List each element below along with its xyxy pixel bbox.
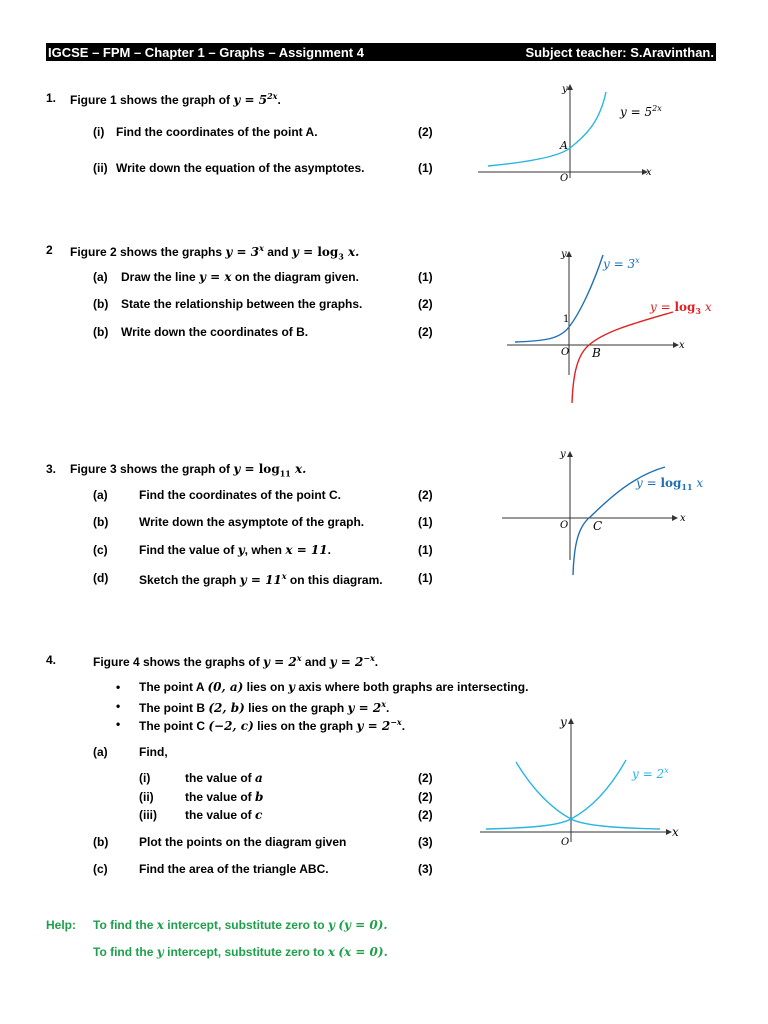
fig2-y-label: y <box>561 249 567 260</box>
q4-part-b-marks: (3) <box>418 835 433 849</box>
fig1-y-arrow <box>567 84 573 90</box>
header-teacher: Subject teacher: S.Aravinthan. <box>525 44 714 60</box>
fig1-y-label: y <box>562 84 568 95</box>
q4-subpart-iii-label: (iii) <box>139 808 157 822</box>
q4-subpart-i-label: (i) <box>139 771 151 785</box>
q2-part-b2-text: Write down the coordinates of B. <box>121 325 309 339</box>
fig2-one-label: 1 <box>563 314 570 325</box>
fig1-origin-label: O <box>560 173 569 184</box>
fig2-x-label: x <box>679 340 685 351</box>
q4-intro: Figure 4 shows the graphs of $y = 2^x$ and $y = 2^{-x}$. <box>93 653 379 669</box>
q4-part-b-label: (b) <box>93 835 109 849</box>
q4-bullet-b: • The point B (2, b) lies on the graph $y = 2^x$. <box>139 699 389 715</box>
q3-part-d-text: Sketch the graph $y = 11^x$ on this diagram. <box>139 571 383 587</box>
fig2-point-b: B <box>592 346 601 360</box>
q2-part-a-marks: (1) <box>418 270 433 284</box>
q2-part-b-label: (b) <box>93 297 109 311</box>
q4-bullet-c: • The point C (−2, c) lies on the graph $y = 2^{-x}$. <box>139 717 405 733</box>
q4-part-a-text: Find, <box>139 745 168 759</box>
q3-part-a-marks: (2) <box>418 488 433 502</box>
q1-part-i-label: (i) <box>93 125 105 139</box>
figure-2 <box>505 245 735 410</box>
q3-part-d-label: (d) <box>93 571 109 585</box>
fig4-curve-label: $y = 2^x$ <box>632 766 669 781</box>
fig4-origin-label: O <box>561 837 570 848</box>
fig2-curve-log <box>572 312 673 403</box>
fig4-y-arrow <box>568 718 574 724</box>
fig3-point-c: C <box>593 519 603 533</box>
q3-part-a-label: (a) <box>93 488 108 502</box>
fig3-x-arrow <box>672 515 678 521</box>
q3-part-a-text: Find the coordinates of the point C. <box>139 488 341 502</box>
q4-subpart-ii-label: (ii) <box>139 790 154 804</box>
q1-part-ii-text: Write down the equation of the asymptotes. <box>116 161 365 175</box>
q1-number: 1. <box>46 91 57 105</box>
q4-part-b-text: Plot the points on the diagram given <box>139 835 347 849</box>
fig2-curve-log-label: $y = \log_3 x$ <box>650 300 712 316</box>
q3-part-b-label: (b) <box>93 515 109 529</box>
fig3-origin-label: O <box>560 520 569 531</box>
q4-subpart-iii-text: the value of c <box>185 808 263 822</box>
fig4-curve-2x <box>486 760 626 829</box>
q1-part-i-marks: (2) <box>418 125 433 139</box>
q4-part-a-label: (a) <box>93 745 108 759</box>
fig3-y-arrow <box>567 451 573 457</box>
q4-subpart-i-marks: (2) <box>418 771 433 785</box>
q2-part-b-marks: (2) <box>418 297 433 311</box>
q2-part-b-text: State the relationship between the graphs. <box>121 297 363 311</box>
help-label: Help: <box>46 918 76 932</box>
help-line-1: To find the x intercept, substitute zero to y (y = 0). <box>93 918 388 932</box>
q4-number: 4. <box>46 653 57 667</box>
q3-part-c-marks: (1) <box>418 543 433 557</box>
q2-part-b2-marks: (2) <box>418 325 433 339</box>
q4-subpart-ii-marks: (2) <box>418 790 433 804</box>
q4-part-c-marks: (3) <box>418 862 433 876</box>
q3-part-c-label: (c) <box>93 543 108 557</box>
fig2-y-arrow <box>566 251 572 257</box>
fig1-curve <box>488 92 606 166</box>
fig4-x-label: x <box>672 825 679 839</box>
q3-part-d-marks: (1) <box>418 571 433 585</box>
q3-intro: Figure 3 shows the graph of $y = \log_{11} x$. <box>70 462 307 479</box>
q3-part-b-text: Write down the asymptote of the graph. <box>139 515 365 529</box>
fig1-point-a: A <box>560 139 568 152</box>
q1-part-ii-label: (ii) <box>93 161 108 175</box>
q1-part-i-text: Find the coordinates of the point A. <box>116 125 318 139</box>
fig2-origin-label: O <box>561 347 570 358</box>
q2-intro: Figure 2 shows the graphs $y = 3^x$ and $y = \log_3 x$. <box>70 243 360 262</box>
q4-part-c-text: Find the area of the triangle ABC. <box>139 862 329 876</box>
q3-number: 3. <box>46 462 57 476</box>
fig1-x-label: x <box>646 167 652 178</box>
q4-subpart-i-text: the value of a <box>185 771 263 785</box>
figure-1 <box>470 80 670 190</box>
q4-subpart-iii-marks: (2) <box>418 808 433 822</box>
help-line-2: To find the y intercept, substitute zero to x (x = 0). <box>93 945 388 959</box>
fig2-curve-exp <box>515 255 603 342</box>
fig3-y-label: y <box>560 449 566 460</box>
q4-subpart-ii-text: the value of b <box>185 790 264 804</box>
q3-part-b-marks: (1) <box>418 515 433 529</box>
header-title: IGCSE – FPM – Chapter 1 – Graphs – Assignment 4 <box>48 44 364 60</box>
fig4-y-label: y <box>560 715 567 729</box>
fig1-curve-label: $y = 5^{2x}$ <box>620 104 662 119</box>
fig3-x-label: x <box>680 513 686 524</box>
q1-intro: Figure 1 shows the graph of $y = 5^{2x}$. <box>70 91 281 107</box>
fig3-curve-label: $y = \log_{11} x$ <box>636 476 704 492</box>
q4-bullet-a: • The point A (0, a) lies on y axis where both graphs are intersecting. <box>139 680 528 694</box>
q3-part-c-text: Find the value of y, when x = 11. <box>139 543 331 557</box>
q4-part-c-label: (c) <box>93 862 108 876</box>
q2-part-a-text: Draw the line y = x on the diagram given. <box>121 270 359 284</box>
figure-4 <box>478 712 688 857</box>
q2-part-a-label: (a) <box>93 270 108 284</box>
q2-number: 2 <box>46 243 53 257</box>
fig2-curve-exp-label: $y = 3^x$ <box>603 256 640 271</box>
q2-part-b2-label: (b) <box>93 325 109 339</box>
figure-3 <box>500 445 704 580</box>
header-bar <box>46 43 716 61</box>
q1-part-ii-marks: (1) <box>418 161 433 175</box>
